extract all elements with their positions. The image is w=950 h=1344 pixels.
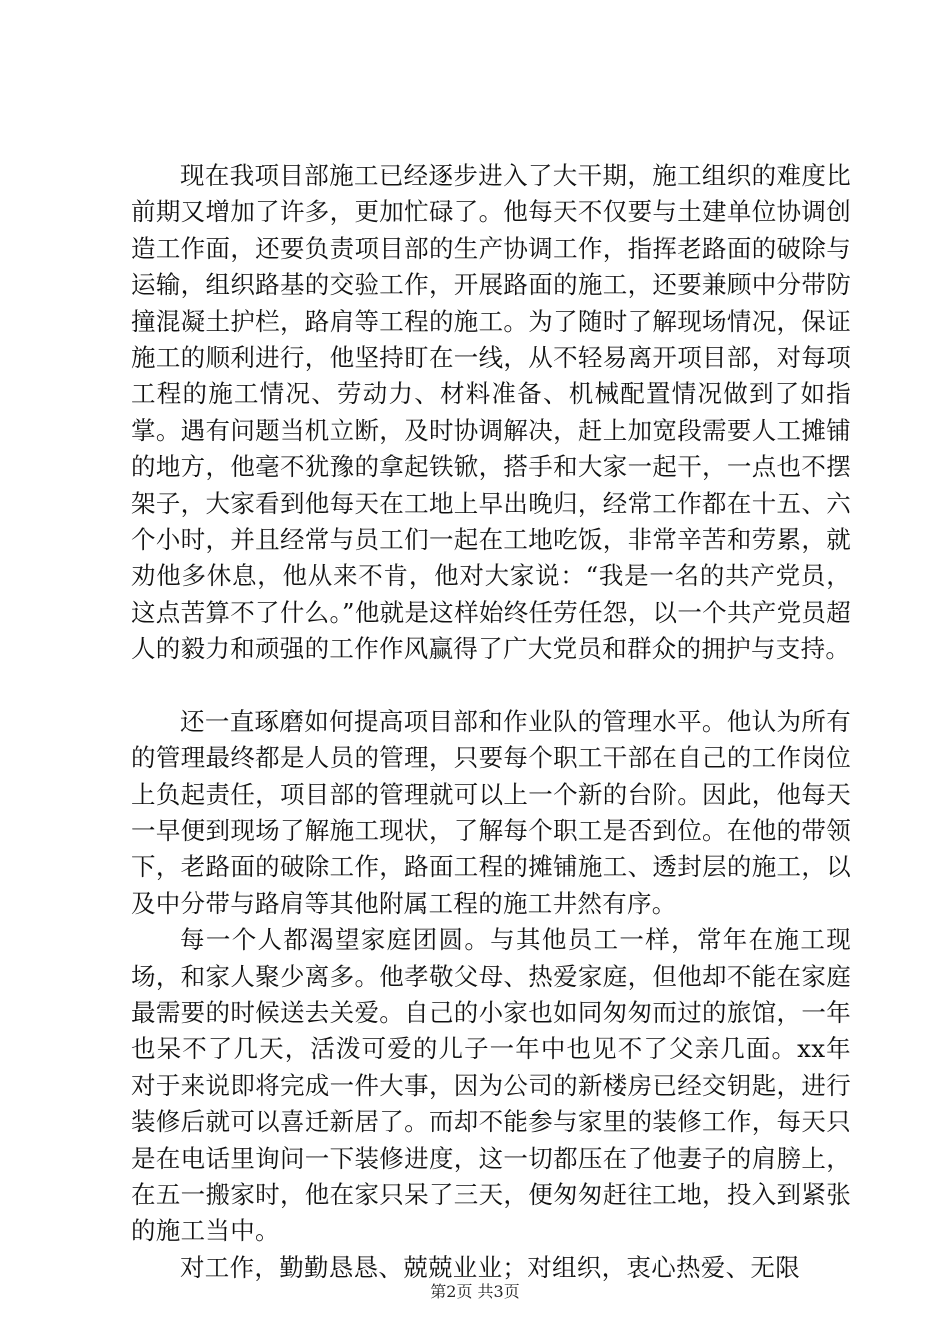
paragraph: 对工作，勤勤恳恳、兢兢业业；对组织，衷心热爱、无限 [180,1252,800,1282]
document-body [131,158,851,1286]
paragraph: 还一直琢磨如何提高项目部和作业队的管理水平。他认为所有的管理最终都是人员的管理，只要每个职工干部在自己的工作岗位上负起责任，项目部的管理就可以上一个新的台阶。因此，他每天一早便到现场了解施工现状，了解每个职工是否到位。在他的带领下，老路面的破除工作，路面工程的摊铺施工、透封层的施工，以及中分带与路肩等其他附属工程的施工井然有序。 [131,706,851,918]
page-footer: 第2页 共3页 [430,1282,520,1301]
paragraph: 现在我项目部施工已经逐步进入了大干期，施工组织的难度比前期又增加了许多，更加忙碌了。他每天不仅要与土建单位协调创造工作面，还要负责项目部的生产协调工作，指挥老路面的破除与运输，组织路基的交验工作，开展路面的施工，还要兼顾中分带防撞混凝土护栏，路肩等工程的施工。为了随时了解现场情况，保证施工的顺利进行，他坚持盯在一线，从不轻易离开项目部，对每项工程的施工情况、劳动力、材料准备、机械配置情况做到了如指掌。遇有问题当机立断，及时协调解决，赶上加宽段需要人工摊铺的地方，他毫不犹豫的拿起铁锨，搭手和大家一起干，一点也不摆架子，大家看到他每天在工地上早出晚归，经常工作都在十五、六个小时，并且经常与员工们一起在工地吃饭，非常辛苦和劳累，就劝他多休息，他从来不肯，他对大家说：“我是一名的共产党员，这点苦算不了什么。”他就是这样始终任劳任怨，以一个共产党员超人的毅力和顽强的工作作风赢得了广大党员和群众的拥护与支持。 [131,161,851,664]
paragraph: 每一个人都渴望家庭团圆。与其他员工一样，常年在施工现场，和家人聚少离多。他孝敬父母、热爱家庭，但他却不能在家庭最需要的时候送去关爱。自己的小家也如同匆匆而过的旅馆，一年也呆不了几天，活泼可爱的儿子一年中也见不了父亲几面。xx年对于来说即将完成一件大事，因为公司的新楼房已经交钥匙，进行装修后就可以喜迁新居了。而却不能参与家里的装修工作，每天只是在电话里询问一下装修进度，这一切都压在了他妻子的肩膀上，在五一搬家时，他在家只呆了三天，便匆匆赶往工地，投入到紧张的施工当中。 [131,925,851,1246]
